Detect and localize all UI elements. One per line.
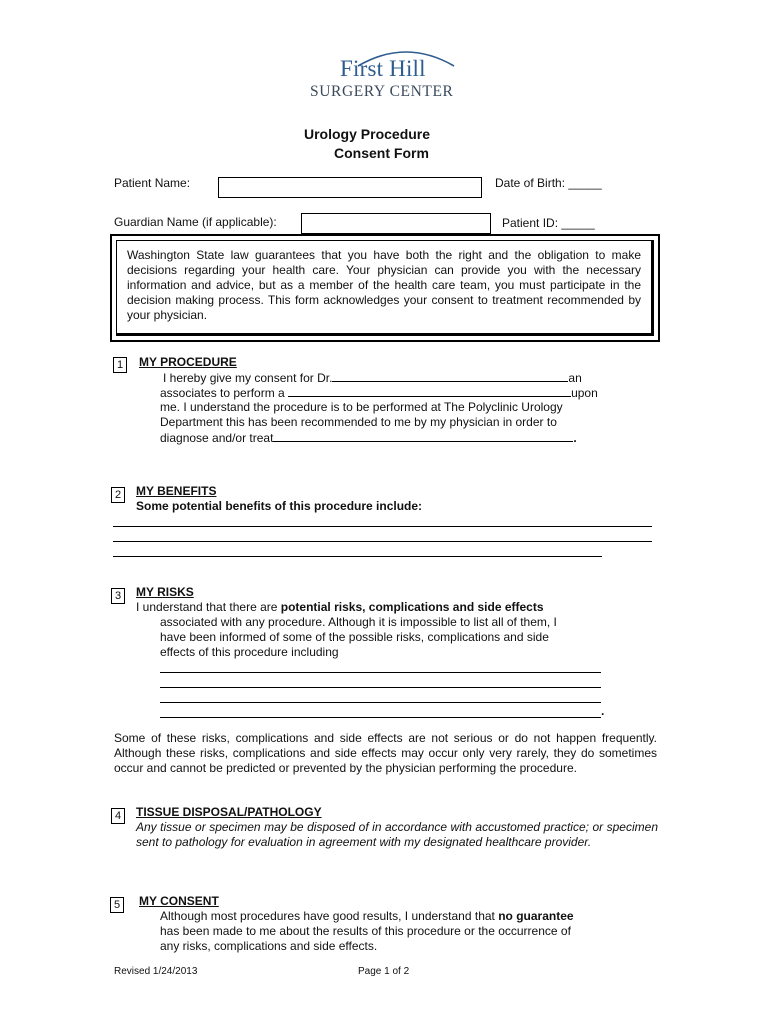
patient-name-field[interactable]: [218, 177, 482, 198]
benefits-blank-line-2[interactable]: [113, 541, 652, 542]
risks-line-1: [136, 600, 544, 615]
benefits-blank-line-1[interactable]: [113, 526, 652, 527]
legal-notice-box: [110, 234, 660, 342]
procedure-line-5: [160, 430, 577, 446]
diagnosis-blank[interactable]: [273, 430, 573, 442]
section-heading-consent: MY CONSENT: [139, 894, 219, 908]
section-heading-tissue: TISSUE DISPOSAL/PATHOLOGY: [136, 805, 322, 819]
risks-note-paragraph: Some of these risks, complications and side effects are not serious or do not happen frequently. Although these risks, complications and side effects may occur only very rarely, they do sometimes occur and cannot be predicted or prevented by the physician performing the procedure.: [114, 731, 657, 775]
benefits-blank-line-3[interactable]: [113, 556, 602, 557]
patient-name-label: Patient Name:: [114, 176, 191, 190]
footer-page-number: Page 1 of 2: [358, 966, 410, 977]
section-heading-risks: MY RISKS: [136, 585, 194, 599]
doctor-name-blank[interactable]: [332, 370, 568, 382]
tissue-disposal-text: Any tissue or specimen may be disposed of in accordance with accustomed practice; or specimen sent to pathology for evaluation in agreement with my designated healthcare provider.: [136, 820, 658, 849]
date-of-birth-label: Date of Birth: _____: [495, 176, 602, 190]
consent-line-1: [160, 909, 574, 924]
section-number-1: 1: [113, 357, 127, 373]
procedure-text: diagnose and/or treat: [160, 431, 274, 445]
benefits-subheading: Some potential benefits of this procedure include:: [136, 499, 423, 513]
logo-title: First Hill: [340, 56, 426, 81]
risks-blank-line-2[interactable]: [160, 687, 601, 688]
risks-line-4: effects of this procedure including: [160, 645, 339, 659]
guardian-name-label: Guardian Name (if applicable):: [114, 215, 277, 229]
procedure-text: an: [568, 371, 582, 385]
form-title-line1: Urology Procedure: [304, 126, 431, 142]
guardian-name-field[interactable]: [301, 213, 491, 234]
risks-blank-line-4[interactable]: [160, 717, 601, 718]
section-number-4: 4: [111, 808, 125, 824]
risks-blank-line-1[interactable]: [160, 672, 601, 673]
risks-blank-line-3[interactable]: [160, 702, 601, 703]
risks-text: I understand that there are: [136, 600, 281, 614]
procedure-line-1: [163, 370, 582, 386]
section-number-2: 2: [111, 487, 125, 503]
risks-line-3: have been informed of some of the possible risks, complications and side: [160, 630, 549, 644]
section-number-3: 3: [111, 588, 125, 604]
risks-text-bold: potential risks, complications and side effects: [280, 600, 544, 614]
consent-text: Although most procedures have good results, I understand that: [160, 909, 499, 923]
procedure-line-4: Department this has been recommended to me by my physician in order to: [160, 415, 557, 429]
section-heading-procedure: MY PROCEDURE: [139, 355, 237, 369]
section-heading-benefits: MY BENEFITS: [136, 484, 217, 498]
risks-line-2: associated with any procedure. Although it is impossible to list all of them, I: [160, 615, 557, 629]
procedure-text: .: [573, 431, 577, 445]
procedure-line-2: [160, 385, 598, 401]
procedure-text: I hereby give my consent for Dr.: [163, 371, 333, 385]
consent-line-3: any risks, complications and side effects.: [160, 939, 378, 953]
form-title-line2: Consent Form: [334, 145, 429, 161]
procedure-text: upon: [571, 386, 598, 400]
patient-id-label: Patient ID: _____: [502, 216, 595, 230]
logo-subtitle: SURGERY CENTER: [310, 83, 454, 100]
section-number-5: 5: [110, 897, 124, 913]
procedure-text: associates to perform a: [160, 386, 285, 400]
consent-line-2: has been made to me about the results of this procedure or the occurrence of: [160, 924, 571, 938]
procedure-line-3: me. I understand the procedure is to be performed at The Polyclinic Urology: [160, 400, 563, 414]
procedure-name-blank[interactable]: [288, 385, 571, 397]
footer-revised-date: Revised 1/24/2013: [114, 966, 198, 977]
consent-text-bold: no guarantee: [498, 909, 574, 923]
risks-end-period: .: [601, 704, 605, 718]
legal-notice-text: Washington State law guarantees that you have both the right and the obligation to make decisions regarding your health care. Your physician can provide you with the necessary information and advice, but as a member of the health care team, you must participate in the decision making process. This form acknowledges your consent to treatment recommended by your physician.: [116, 240, 654, 336]
